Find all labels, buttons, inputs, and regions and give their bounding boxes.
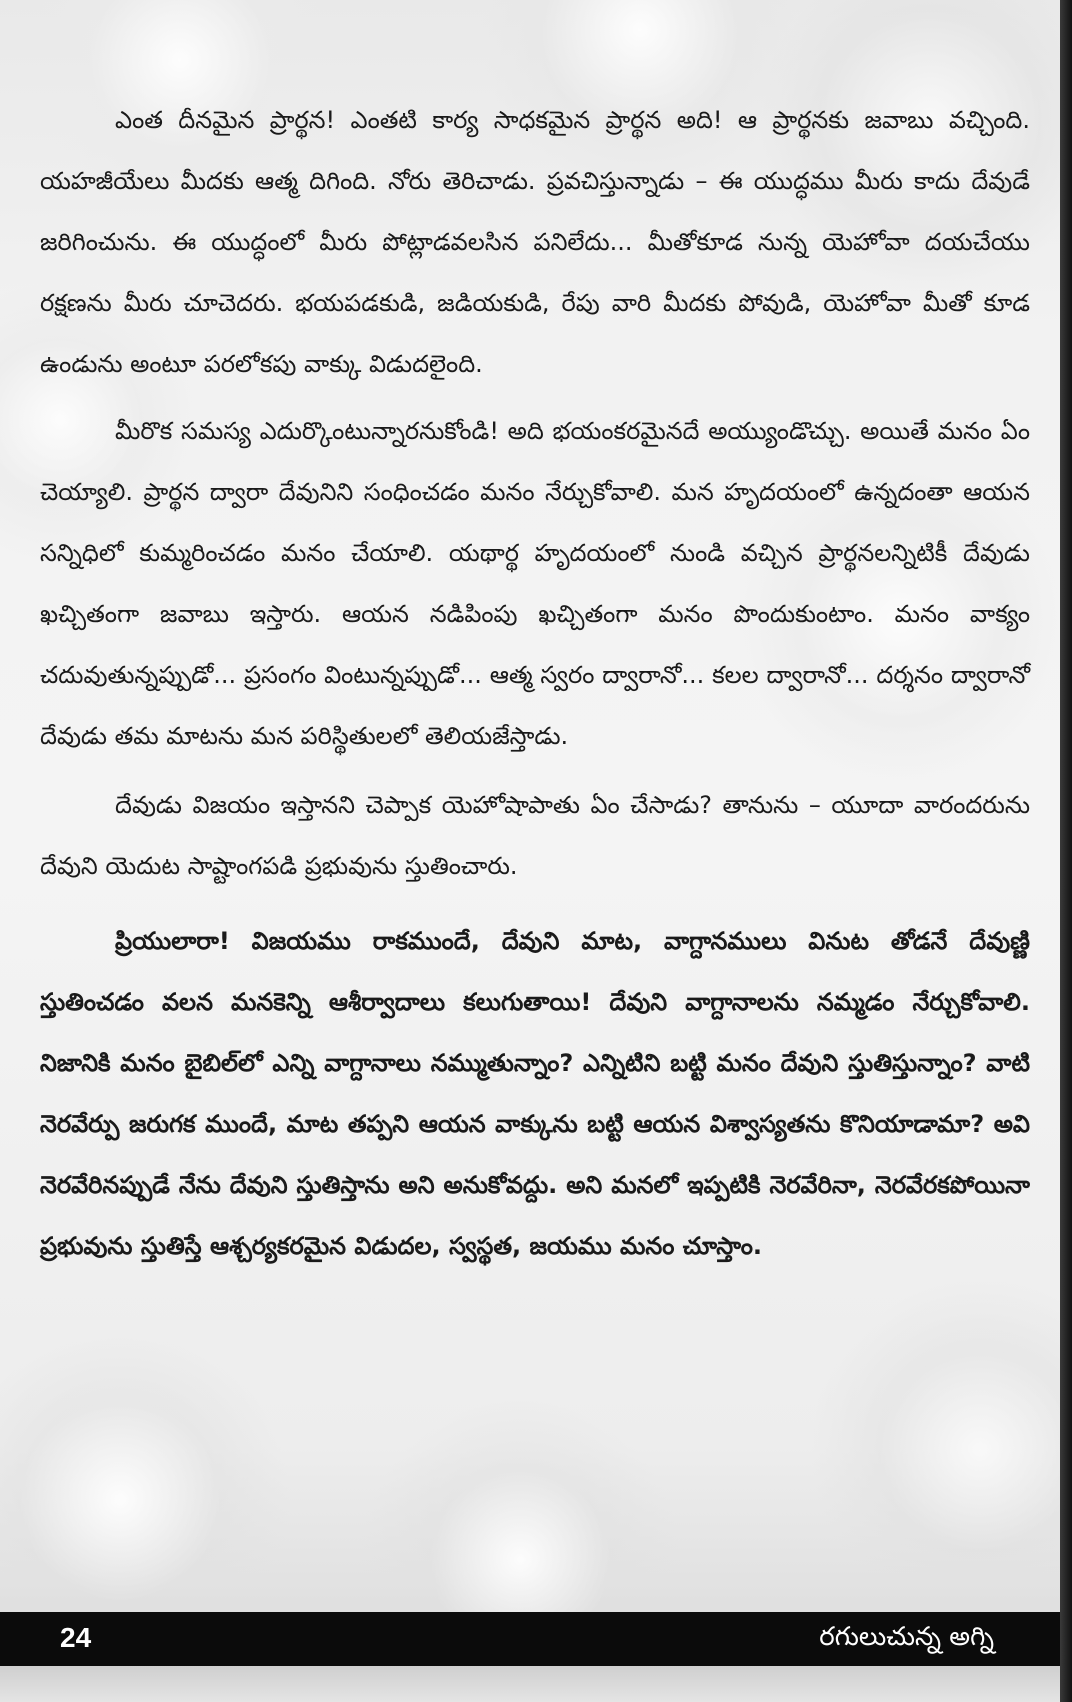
book-title: రగులుచున్న అగ్ని xyxy=(819,1622,994,1652)
page-body xyxy=(40,90,1030,1277)
page-edge-shadow xyxy=(1060,0,1072,1702)
paragraph-prayer-answer: ఎంత దీనమైన ప్రార్థన! ఎంతటి కార్య సాధకమైన ప్రార్థన అది! ఆ ప్రార్థనకు జవాబు వచ్చింది. యహజీయేలు మీదకు ఆత్మ దిగింది. నోరు తెరిచాడు. ప్రవచిస్తున్నాడు – ఈ యుద్ధము మీరు కాదు దేవుడే జరిగించును. ఈ యుద్ధంలో మీరు పోట్లాడవలసిన పనిలేదు... మీతోకూడ నున్న యెహోవా దయచేయు రక్షణను మీరు చూచెదరు. భయపడకుడి, జడియకుడి, రేపు వారి మీదకు పోవుడి, యెహోవా మీతో కూడ ఉండును అంటూ పరలోకపు వాక్కు విడుదలైంది. xyxy=(40,106,1030,378)
bottom-margin-strip xyxy=(0,1666,1060,1702)
page-footer xyxy=(0,1612,1060,1666)
page-number: 24 xyxy=(60,1622,92,1653)
paragraph-jehoshaphat-praise: దేవుడు విజయం ఇస్తానని చెప్పాక యెహోషాపాతు ఏం చేసాడు? తానును – యూదా వారందరును దేవుని యెదుట సాష్టాంగపడి ప్రభువును స్తుతించారు. xyxy=(40,791,1030,880)
paragraph-facing-problem: మీరొక సమస్య ఎదుర్కొంటున్నారనుకోండి! అది భయంకరమైనదే అయ్యుండొచ్చు. అయితే మనం ఏం చెయ్యాలి. ప్రార్థన ద్వారా దేవునిని సంధించడం మనం నేర్చుకోవాలి. మన హృదయంలో ఉన్నదంతా ఆయన సన్నిధిలో కుమ్మరించడం మనం చేయాలి. యథార్థ హృదయంలో నుండి వచ్చిన ప్రార్థనలన్నిటికీ దేవుడు ఖచ్చితంగా జవాబు ఇస్తారు. ఆయన నడిపింపు ఖచ్చితంగా మనం పొందుకుంటాం. మనం వాక్యం చదువుతున్నప్పుడో... ప్రసంగం వింటున్నప్పుడో... ఆత్మ స్వరం ద్వారానో... కలల ద్వారానో... దర్శనం ద్వారానో దేవుడు తమ మాటను మన పరిస్థితులలో తెలియజేస్తాడు. xyxy=(40,417,1030,750)
paragraph-praise-before-victory: ప్రియులారా! విజయము రాకముందే, దేవుని మాట, వాగ్దానములు వినుట తోడనే దేవుణ్ణి స్తుతించడం వలన మనకెన్ని ఆశీర్వాదాలు కలుగుతాయి! దేవుని వాగ్దానాలను నమ్మడం నేర్చుకోవాలి. నిజానికి మనం బైబిల్‌లో ఎన్ని వాగ్దానాలు నమ్ముతున్నాం? ఎన్నిటిని బట్టి మనం దేవుని స్తుతిస్తున్నాం? వాటి నెరవేర్పు జరుగక ముందే, మాట తప్పని ఆయన వాక్కును బట్టి ఆయన విశ్వాస్యతను కొనియాడామా? అవి నెరవేరినప్పుడే నేను దేవుని స్తుతిస్తాను అని అనుకోవద్దు. అని మనలో ఇప్పటికి నెరవేరినా, నెరవేరకపోయినా ప్రభువును స్తుతిస్తే ఆశ్చర్యకరమైన విడుదల, స్వస్థత, జయము మనం చూస్తాం. xyxy=(40,927,1030,1260)
